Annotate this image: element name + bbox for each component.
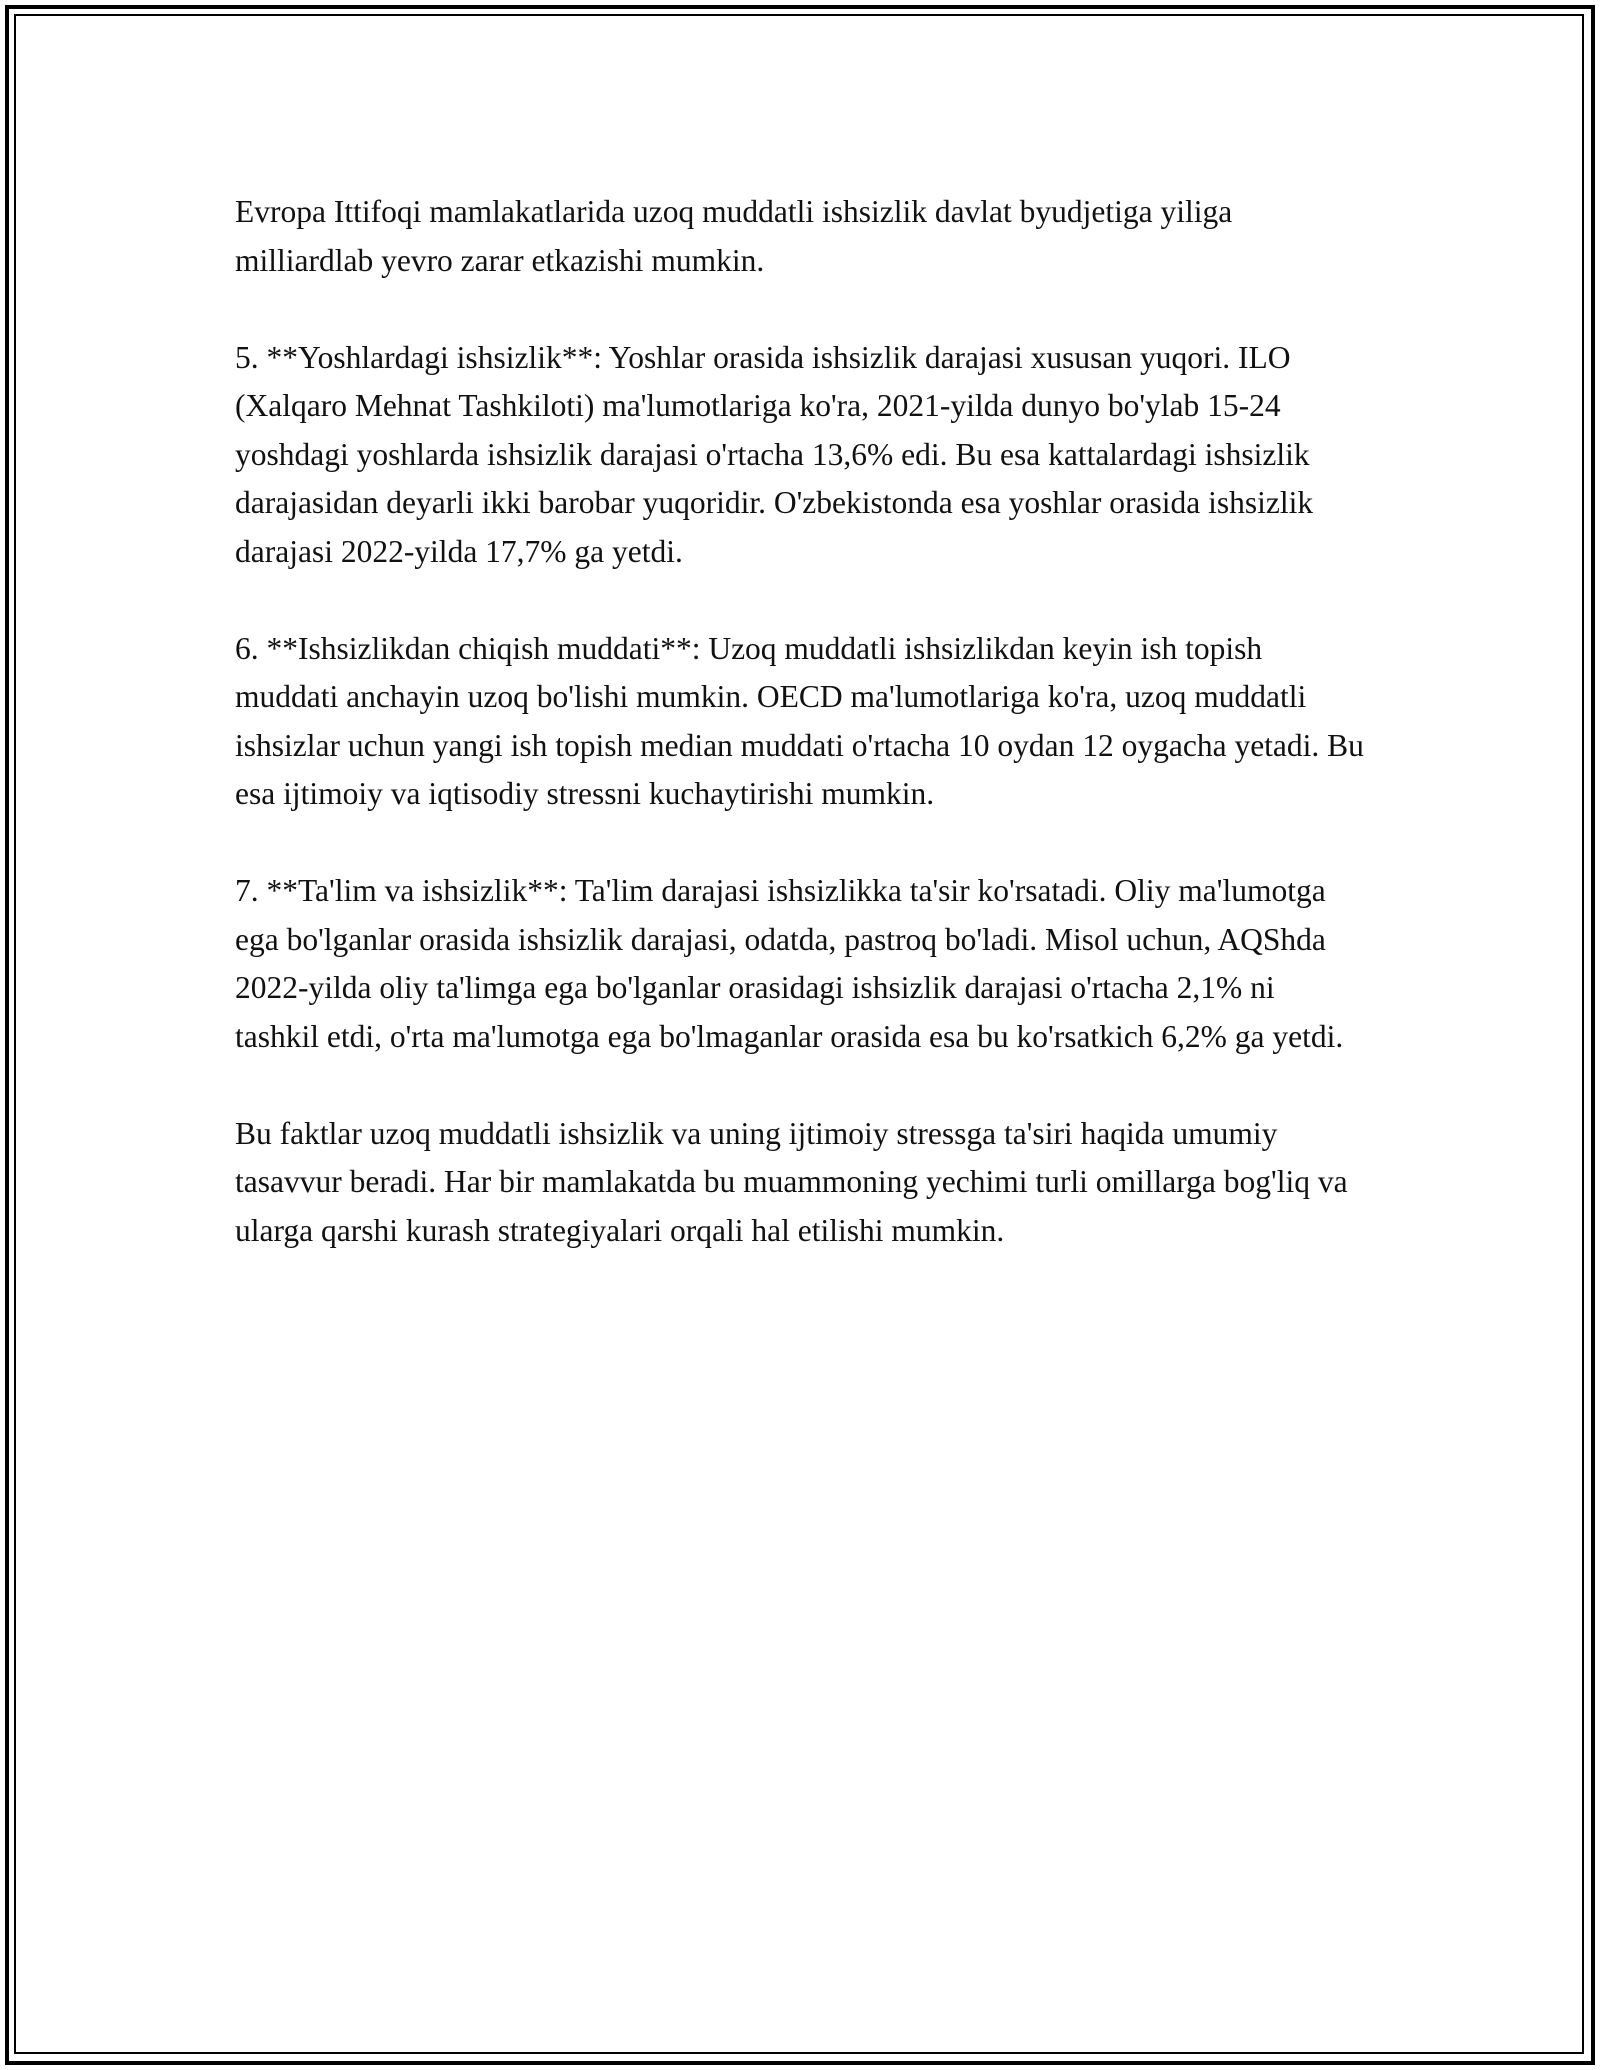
paragraph-education: 7. **Ta'lim va ishsizlik**: Ta'lim darajasi ishsizlikka ta'sir ko'rsatadi. Oliy ma'lumotga ega bo'lganlar orasida ishsizlik darajasi, odatda, pastroq bo'ladi. Misol uchun, AQShda 2022-yilda oliy ta'limga ega bo'lganlar orasidagi ishsizlik darajasi o'rtacha 2,1% ni tashkil etdi, o'rta ma'lumotga ega bo'lmaganlar orasida esa bu ko'rsatkich 6,2% ga yetdi. bbox=[235, 873, 1344, 1054]
document-body bbox=[235, 188, 1365, 1304]
paragraph-conclusion: Bu faktlar uzoq muddatli ishsizlik va uning ijtimoiy stressga ta'siri haqida umumiy tasavvur beradi. Har bir mamlakatda bu muammoning yechimi turli omillarga bog'liq va ularga qarshi kurash strategiyalari orqali hal etilishi mumkin. bbox=[235, 1115, 1348, 1248]
paragraph-youth-unemployment: 5. **Yoshlardagi ishsizlik**: Yoshlar orasida ishsizlik darajasi xususan yuqori. ILO (Xalqaro Mehnat Tashkiloti) ma'lumotlariga ko'ra, 2021-yilda dunyo bo'ylab 15-24 yoshdagi yoshlarda ishsizlik darajasi o'rtacha 13,6% edi. Bu esa kattalardagi ishsizlik darajasidan deyarli ikki barobar yuqoridir. O'zbekistonda esa yoshlar orasida ishsizlik darajasi 2022-yilda 17,7% ga yetdi. bbox=[235, 339, 1314, 569]
paragraph-intro: Evropa Ittifoqi mamlakatlarida uzoq muddatli ishsizlik davlat byudjetiga yiliga milliardlab yevro zarar etkazishi mumkin. bbox=[235, 194, 1233, 278]
paragraph-exit-duration: 6. **Ishsizlikdan chiqish muddati**: Uzoq muddatli ishsizlikdan keyin ish topish muddati anchayin uzoq bo'lishi mumkin. OECD ma'lumotlariga ko'ra, uzoq muddatli ishsizlar uchun yangi ish topish median muddati o'rtacha 10 oydan 12 oygacha yetadi. Bu esa ijtimoiy va iqtisodiy stressni kuchaytirishi mumkin. bbox=[235, 630, 1364, 811]
